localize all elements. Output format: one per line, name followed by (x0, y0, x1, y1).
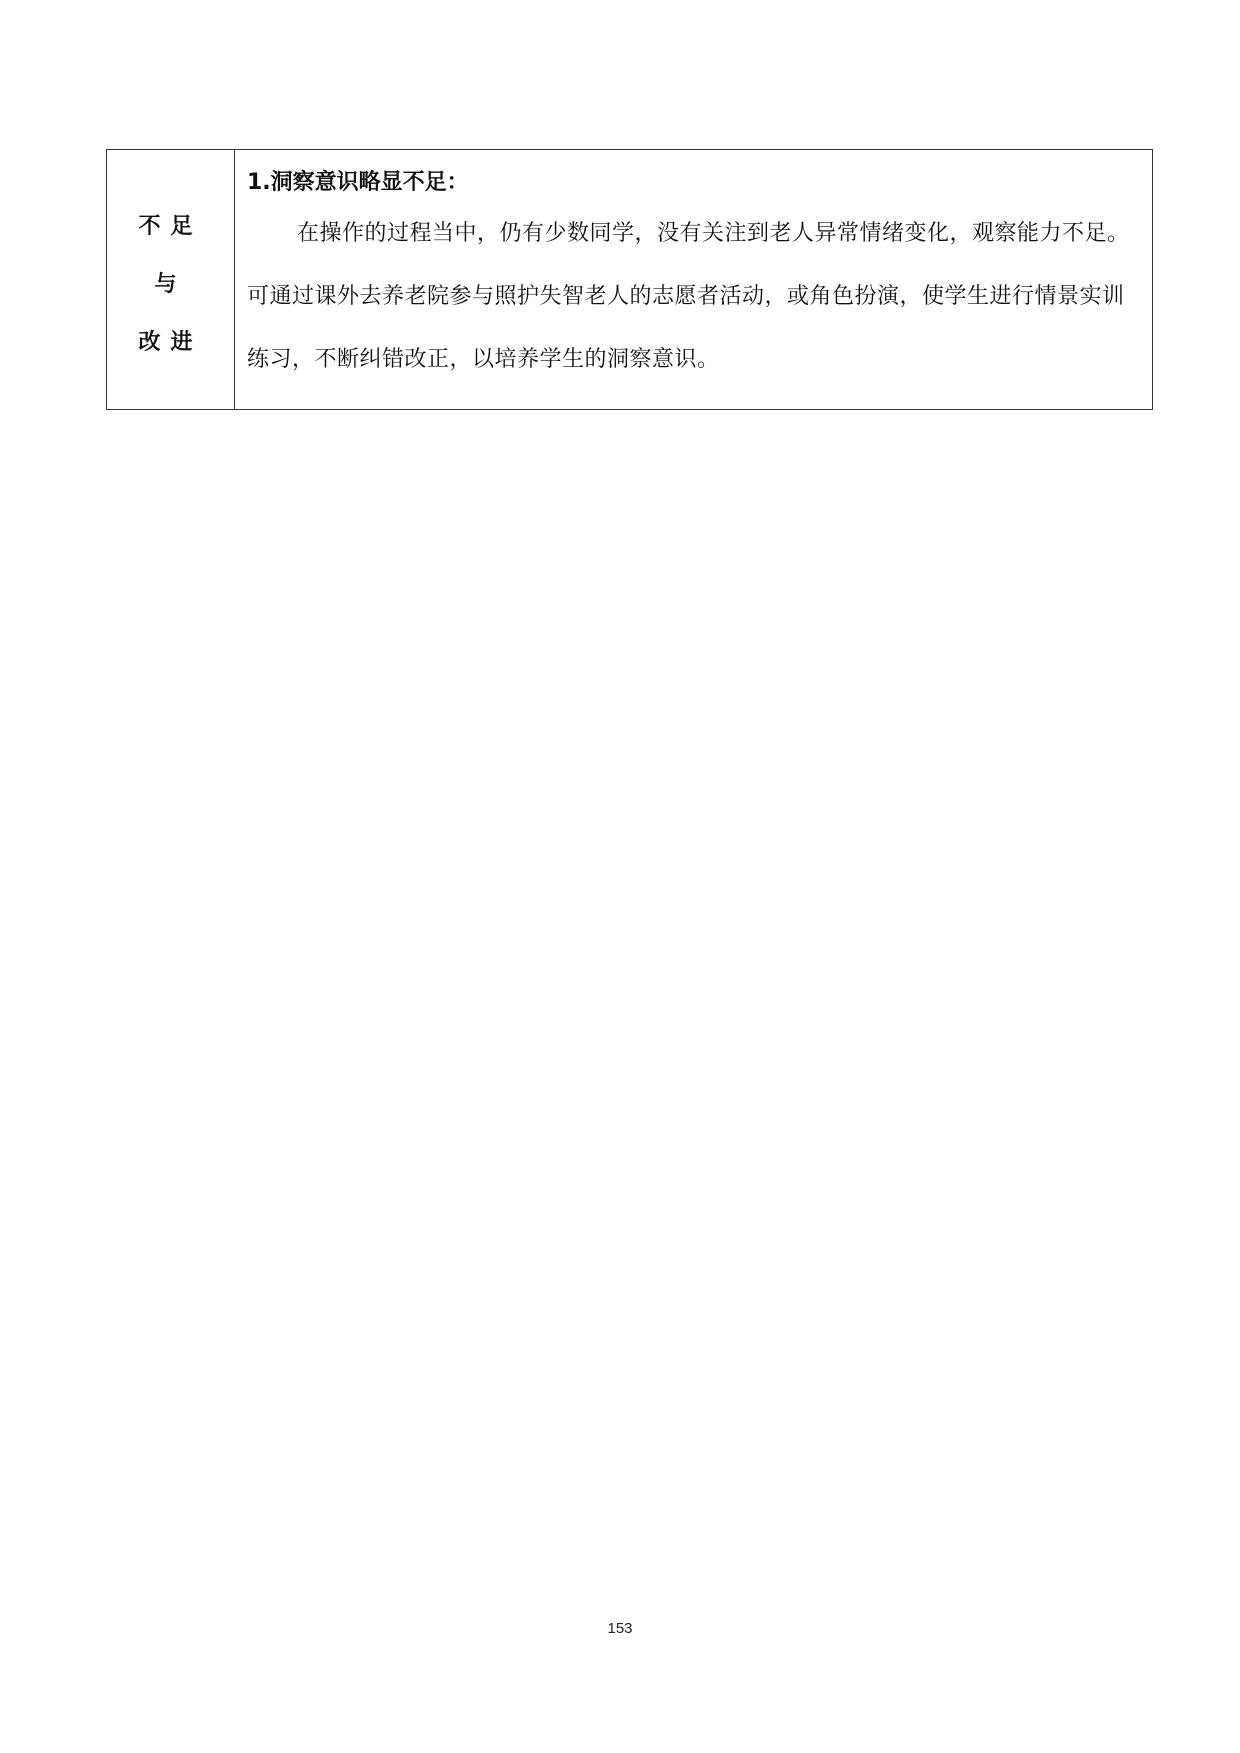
evaluation-table (106, 149, 1153, 410)
section-label (107, 198, 234, 372)
label-line-2: 与 (154, 272, 187, 297)
section-label-cell (107, 150, 235, 410)
label-line-3: 改进 (138, 330, 203, 355)
page-number: 153 (607, 1620, 633, 1637)
table-row (107, 150, 1153, 410)
content-heading: 1.洞察意识略显不足： (247, 170, 469, 195)
content-paragraph: 在操作的过程当中，仍有少数同学，没有关注到老人异常情绪变化，观察能力不足。可通过课外去养老院参与照护失智老人的志愿者活动，或角色扮演，使学生进行情景实训练习，不断纠错改正，以培养学生的洞察意识。 (247, 221, 1130, 372)
section-content-cell (235, 150, 1153, 410)
label-line-1: 不足 (138, 214, 203, 239)
